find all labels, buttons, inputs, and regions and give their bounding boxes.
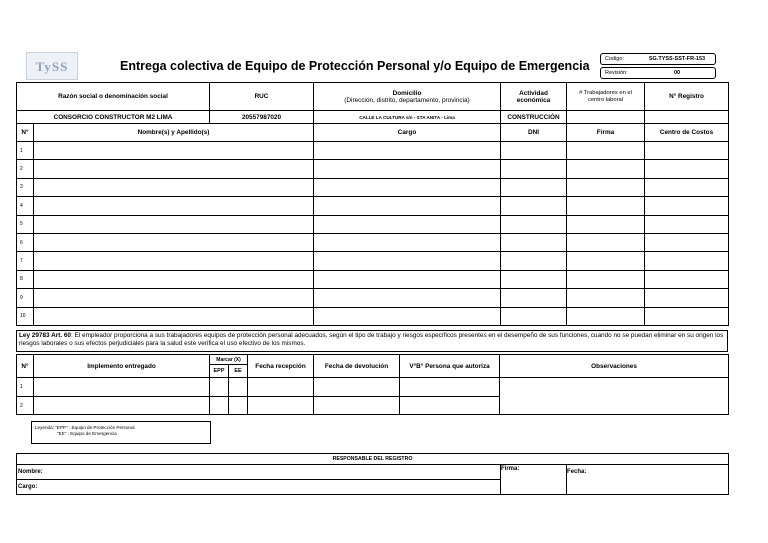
company-logo: [26, 52, 78, 80]
workers-row: [17, 197, 729, 215]
workers-cell-dni[interactable]: [501, 252, 567, 270]
workers-row-number: 5: [17, 215, 34, 233]
workers-cell-nombre[interactable]: [34, 197, 314, 215]
implements-cell-devolucion[interactable]: [314, 397, 400, 415]
signature-fecha-label: Fecha:: [567, 469, 587, 475]
workers-header-cargo: Cargo: [314, 124, 501, 142]
signature-cargo-field[interactable]: [17, 480, 501, 495]
workers-cell-centro[interactable]: [645, 142, 729, 160]
code-box: [600, 53, 716, 65]
workers-cell-cargo[interactable]: [314, 307, 501, 325]
workers-cell-dni[interactable]: [501, 270, 567, 288]
workers-row-number: 7: [17, 252, 34, 270]
workers-header-firma: Firma: [567, 124, 645, 142]
code-value: SG.TYSS-SST-FR-153: [648, 56, 706, 62]
header-domicilio-title: Domicilio: [392, 89, 422, 97]
workers-cell-firma[interactable]: [567, 252, 645, 270]
workers-cell-cargo[interactable]: [314, 215, 501, 233]
signature-cargo-label: Cargo:: [18, 484, 38, 490]
workers-cell-firma[interactable]: [567, 178, 645, 196]
workers-cell-nombre[interactable]: [34, 307, 314, 325]
implements-row-number: 1: [17, 378, 34, 397]
workers-cell-nombre[interactable]: [34, 252, 314, 270]
workers-row-number: 2: [17, 160, 34, 178]
workers-table: [16, 123, 729, 326]
workers-row-number: 8: [17, 270, 34, 288]
workers-cell-centro[interactable]: [645, 233, 729, 251]
implements-table: [16, 354, 729, 415]
implements-header-devolucion: Fecha de devolución: [314, 355, 400, 378]
implements-header-implemento: Implemento entregado: [34, 355, 210, 378]
workers-cell-centro[interactable]: [645, 197, 729, 215]
workers-cell-centro[interactable]: [645, 160, 729, 178]
value-trabajadores[interactable]: [567, 111, 645, 124]
workers-cell-dni[interactable]: [501, 197, 567, 215]
workers-cell-centro[interactable]: [645, 252, 729, 270]
implements-cell-ee[interactable]: [229, 378, 248, 397]
workers-row: [17, 307, 729, 325]
header-actividad-line1: Actividad: [519, 89, 548, 97]
workers-header-dni: DNI: [501, 124, 567, 142]
workers-cell-cargo[interactable]: [314, 270, 501, 288]
workers-cell-dni[interactable]: [501, 142, 567, 160]
workers-cell-nombre[interactable]: [34, 160, 314, 178]
workers-row-number: 9: [17, 289, 34, 307]
workers-cell-cargo[interactable]: [314, 289, 501, 307]
workers-cell-cargo[interactable]: [314, 233, 501, 251]
workers-cell-centro[interactable]: [645, 307, 729, 325]
workers-cell-nombre[interactable]: [34, 142, 314, 160]
revision-value: 00: [673, 70, 681, 76]
workers-header-nombre: Nombre(s) y Apellido(s): [34, 124, 314, 142]
workers-row-number: 3: [17, 178, 34, 196]
implements-cell-autoriza[interactable]: [400, 397, 500, 415]
workers-row: [17, 252, 729, 270]
value-registro[interactable]: [645, 111, 729, 124]
workers-cell-firma[interactable]: [567, 215, 645, 233]
implements-header-autoriza: V°B° Persona que autoriza: [400, 355, 500, 378]
value-actividad[interactable]: CONSTRUCCIÓN: [501, 111, 567, 124]
workers-cell-nombre[interactable]: [34, 270, 314, 288]
implements-header-recepcion: Fecha recepción: [248, 355, 314, 378]
workers-cell-dni[interactable]: [501, 178, 567, 196]
implements-cell-devolucion[interactable]: [314, 378, 400, 397]
legend-line-epp: Leyenda: "EPP" : Equipo de Protección Personal: [35, 425, 135, 430]
law-reference: Ley 29783 Art. 60: [19, 332, 71, 339]
implements-header-epp: EPP: [210, 365, 229, 378]
workers-cell-dni[interactable]: [501, 289, 567, 307]
workers-cell-firma[interactable]: [567, 160, 645, 178]
implements-header-n: N°: [17, 355, 34, 378]
workers-cell-firma[interactable]: [567, 289, 645, 307]
header-registro: N° Registro: [645, 83, 729, 111]
revision-box: [600, 67, 716, 79]
implements-header-observaciones: Observaciones: [500, 355, 729, 378]
signature-header: RESPONSABLE DEL REGISTRO: [17, 454, 729, 465]
page-title: Entrega colectiva de Equipo de Protección Personal y/o Equipo de Emergencia: [120, 59, 590, 73]
workers-cell-dni[interactable]: [501, 233, 567, 251]
implements-header-marcar: Marcar (X): [210, 355, 248, 365]
law-body: : El empleador proporciona a sus trabajadores equipos de protección personal adecuados, según el tipo de trabajo y riesgos específicos presentes en el desempeño de sus funciones, cuando no se puedan eliminar en su origen los riesgos laborales o sus efectos perjudiciales para la salud este verifica el uso efectivo de los mismos.: [19, 332, 724, 347]
signature-nombre-label: Nombre:: [18, 469, 43, 475]
implements-cell-recepcion[interactable]: [248, 397, 314, 415]
workers-cell-centro[interactable]: [645, 215, 729, 233]
code-label: Codigo:: [605, 56, 624, 62]
company-table: [16, 82, 729, 124]
header-razon-social: Razón social o denominación social: [17, 83, 210, 111]
header-trabajadores: [567, 83, 645, 111]
value-ruc[interactable]: 20557987020: [210, 111, 314, 124]
signature-fecha-field[interactable]: [567, 465, 729, 495]
workers-header-n: N°: [17, 124, 34, 142]
header-domicilio-detail: (Dirección, distrito, departamento, provincia): [344, 96, 470, 104]
header-actividad-line2: económica: [516, 96, 551, 104]
workers-row: [17, 270, 729, 288]
workers-cell-cargo[interactable]: [314, 142, 501, 160]
value-razon-social[interactable]: CONSORCIO CONSTRUCTOR M2 LIMA: [17, 111, 210, 124]
implements-row-number: 2: [17, 397, 34, 415]
legend-box: [31, 421, 211, 444]
implements-cell-observaciones[interactable]: [500, 378, 729, 415]
workers-row: [17, 215, 729, 233]
workers-cell-cargo[interactable]: [314, 197, 501, 215]
header-domicilio: [314, 83, 501, 111]
workers-row-number: 10: [17, 307, 34, 325]
implements-cell-implemento[interactable]: [34, 397, 210, 415]
implements-cell-autoriza[interactable]: [400, 378, 500, 397]
workers-cell-firma[interactable]: [567, 197, 645, 215]
workers-cell-nombre[interactable]: [34, 178, 314, 196]
workers-cell-nombre[interactable]: [34, 215, 314, 233]
workers-cell-firma[interactable]: [567, 142, 645, 160]
signature-firma-label: Firma:: [501, 466, 520, 472]
value-domicilio[interactable]: CALLE LA CULTURA s/n - STA ANITA - Lima: [314, 111, 501, 124]
revision-label: Revisión:: [605, 70, 628, 76]
implements-cell-implemento[interactable]: [34, 378, 210, 397]
workers-row-number: 1: [17, 142, 34, 160]
implements-header-ee: EE: [229, 365, 248, 378]
logo-text: TySS: [35, 58, 69, 74]
legend-line-ee: "EE" : Equipo de Emergencia: [57, 431, 117, 436]
workers-cell-firma[interactable]: [567, 233, 645, 251]
implements-cell-ee[interactable]: [229, 397, 248, 415]
workers-row: [17, 289, 729, 307]
workers-cell-centro[interactable]: [645, 178, 729, 196]
header-ruc: RUC: [210, 83, 314, 111]
workers-row: [17, 178, 729, 196]
workers-cell-nombre[interactable]: [34, 289, 314, 307]
workers-row: [17, 233, 729, 251]
workers-cell-cargo[interactable]: [314, 178, 501, 196]
workers-cell-cargo[interactable]: [314, 160, 501, 178]
workers-cell-dni[interactable]: [501, 160, 567, 178]
workers-cell-firma[interactable]: [567, 270, 645, 288]
workers-cell-firma[interactable]: [567, 307, 645, 325]
workers-cell-nombre[interactable]: [34, 233, 314, 251]
workers-row-number: 4: [17, 197, 34, 215]
workers-cell-cargo[interactable]: [314, 252, 501, 270]
workers-row-number: 6: [17, 233, 34, 251]
signature-table: [16, 453, 729, 495]
signature-nombre-field[interactable]: [17, 465, 501, 480]
workers-row: [17, 142, 729, 160]
implements-cell-recepcion[interactable]: [248, 378, 314, 397]
implements-cell-epp[interactable]: [210, 378, 229, 397]
signature-firma-field[interactable]: [501, 465, 567, 495]
workers-cell-centro[interactable]: [645, 270, 729, 288]
header-trabajadores-line2: centro laboral: [587, 96, 624, 103]
law-text: [16, 330, 728, 352]
workers-cell-dni[interactable]: [501, 215, 567, 233]
workers-header-centro: Centro de Costos: [645, 124, 729, 142]
header-trabajadores-line1: # Trabajadores en el: [579, 89, 632, 96]
header-actividad: [501, 83, 567, 111]
workers-cell-centro[interactable]: [645, 289, 729, 307]
workers-cell-dni[interactable]: [501, 307, 567, 325]
implements-cell-epp[interactable]: [210, 397, 229, 415]
workers-row: [17, 160, 729, 178]
